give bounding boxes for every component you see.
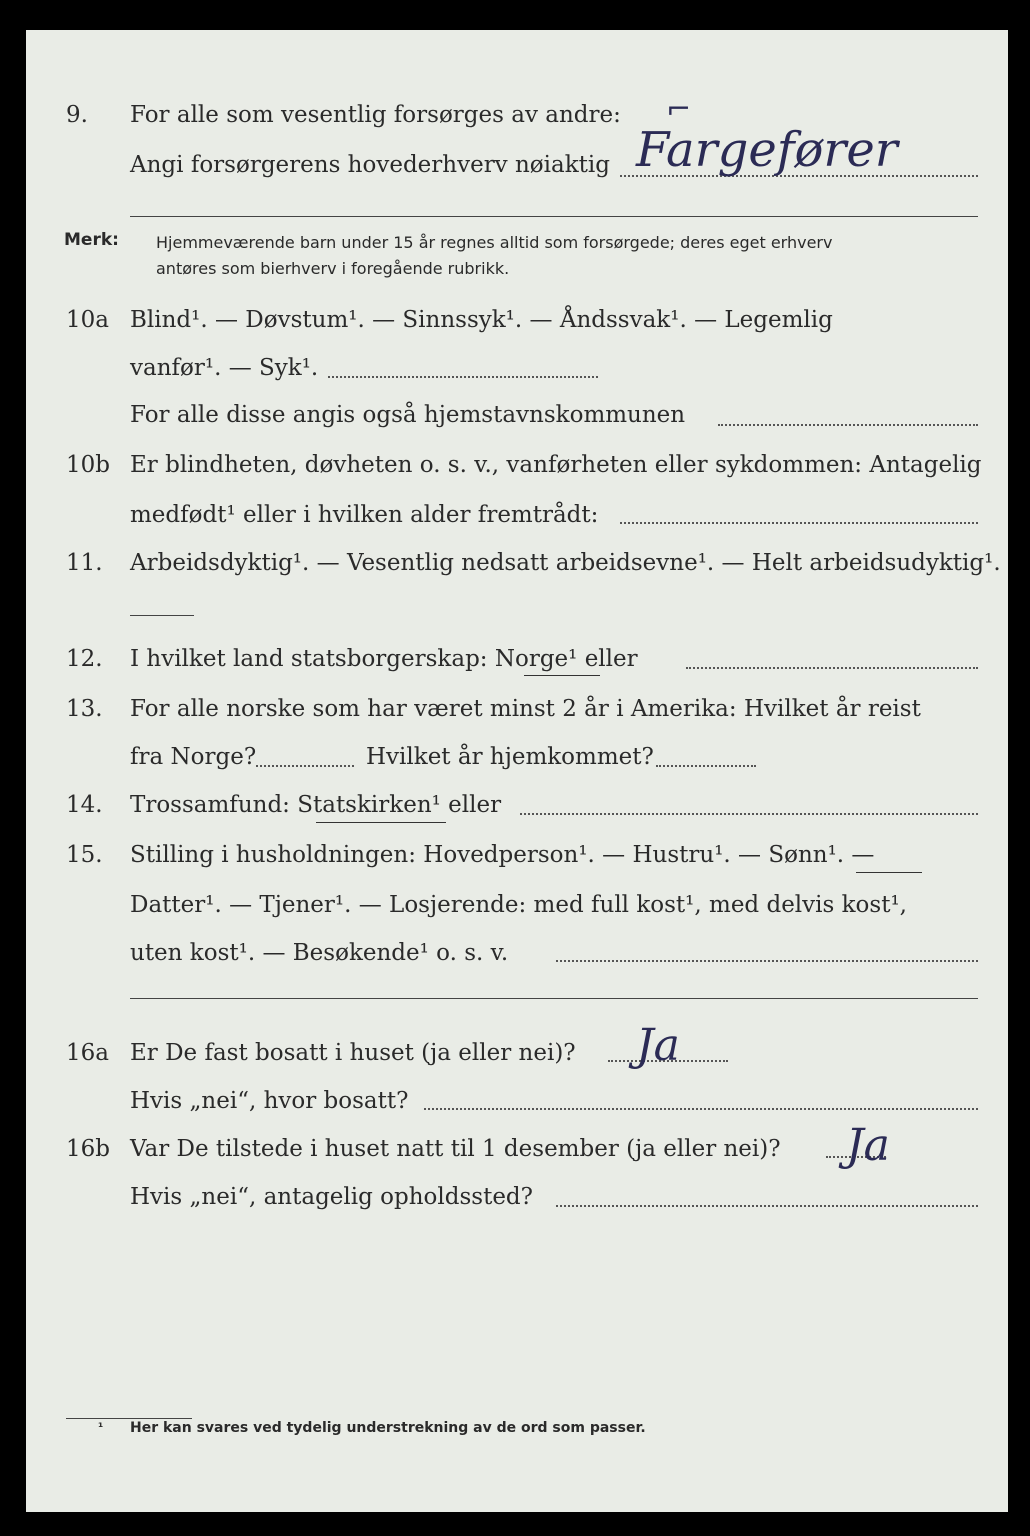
question-text: medfødt¹ eller i hvilken alder fremtrådt:	[130, 502, 599, 528]
handwritten-answer-tilstede: Ja	[846, 1120, 890, 1171]
question-text: Arbeidsdyktig¹. — Vesentlig nedsatt arbeidsevne¹. — Helt arbeidsudyktig¹.	[130, 550, 1001, 576]
question-text: Stilling i husholdningen: Hovedperson¹. — Hustru¹. — Sønn¹. —	[130, 842, 875, 868]
answer-line	[656, 765, 756, 767]
question-number: 10b	[66, 452, 110, 478]
handwritten-mark: ⌐	[666, 92, 692, 127]
question-text: Datter¹. — Tjener¹. — Losjerende: med full kost¹, med delvis kost¹,	[130, 892, 907, 918]
footnote-text: Her kan svares ved tydelig understrekning av de ord som passer.	[130, 1420, 646, 1436]
answer-line	[556, 960, 978, 962]
answer-line	[556, 1205, 978, 1207]
divider-line	[130, 998, 978, 999]
question-text: Er blindheten, døvheten o. s. v., vanførheten eller sykdommen: Antagelig	[130, 452, 982, 478]
answer-line	[520, 813, 978, 815]
footnote-rule	[66, 1418, 192, 1419]
underline-statskirken	[316, 822, 446, 823]
answer-line	[256, 765, 354, 767]
question-number: 15.	[66, 842, 103, 868]
question-number: 12.	[66, 646, 103, 672]
question-number: 9.	[66, 102, 88, 128]
merk-line2: antøres som bierhverv i foregående rubrikk.	[156, 259, 510, 278]
question-number: 11.	[66, 550, 103, 576]
question-number: 16a	[66, 1040, 109, 1066]
question-number: 13.	[66, 696, 103, 722]
handwritten-answer-forsorger: Fargefører	[636, 122, 898, 178]
question-number: 16b	[66, 1136, 110, 1162]
census-form-page	[26, 30, 1008, 1512]
divider-line	[130, 216, 978, 217]
answer-line	[424, 1108, 978, 1110]
question-number: 14.	[66, 792, 103, 818]
question-text: For alle som vesentlig forsørges av andre:	[130, 102, 621, 128]
footnote-mark: ¹	[98, 1420, 104, 1434]
answer-line	[620, 522, 978, 524]
question-text: I hvilket land statsborgerskap: Norge¹ eller	[130, 646, 638, 672]
question-text: Trossamfund: Statskirken¹ eller	[130, 792, 502, 818]
merk-line1: Hjemmeværende barn under 15 år regnes alltid som forsørgede; deres eget erhverv	[156, 233, 833, 252]
question-text: uten kost¹. — Besøkende¹ o. s. v.	[130, 940, 509, 966]
question-text: For alle disse angis også hjemstavnskommunen	[130, 402, 686, 428]
question-text: Var De tilstede i huset natt til 1 desember (ja eller nei)?	[130, 1136, 781, 1162]
question-text: fra Norge?	[130, 744, 257, 770]
answer-line	[686, 667, 978, 669]
underline-mark	[130, 615, 194, 616]
question-text: Angi forsørgerens hovederhverv nøiaktig	[130, 152, 610, 178]
answer-line	[718, 424, 978, 426]
answer-line	[328, 376, 598, 378]
underline-sonn	[856, 872, 922, 873]
handwritten-answer-bosatt: Ja	[636, 1020, 680, 1071]
question-text: Hvis „nei“, hvor bosatt?	[130, 1088, 409, 1114]
underline-norge	[524, 675, 600, 676]
question-number: 10a	[66, 307, 109, 333]
question-text: Blind¹. — Døvstum¹. — Sinnssyk¹. — Åndssvak¹. — Legemlig	[130, 307, 833, 333]
merk-label: Merk:	[64, 230, 119, 250]
question-text: Hvis „nei“, antagelig opholdssted?	[130, 1184, 533, 1210]
question-text: Er De fast bosatt i huset (ja eller nei)?	[130, 1040, 576, 1066]
question-text: Hvilket år hjemkommet?	[366, 744, 654, 770]
question-text: For alle norske som har været minst 2 år i Amerika: Hvilket år reist	[130, 696, 921, 722]
question-text: vanfør¹. — Syk¹.	[130, 355, 319, 381]
